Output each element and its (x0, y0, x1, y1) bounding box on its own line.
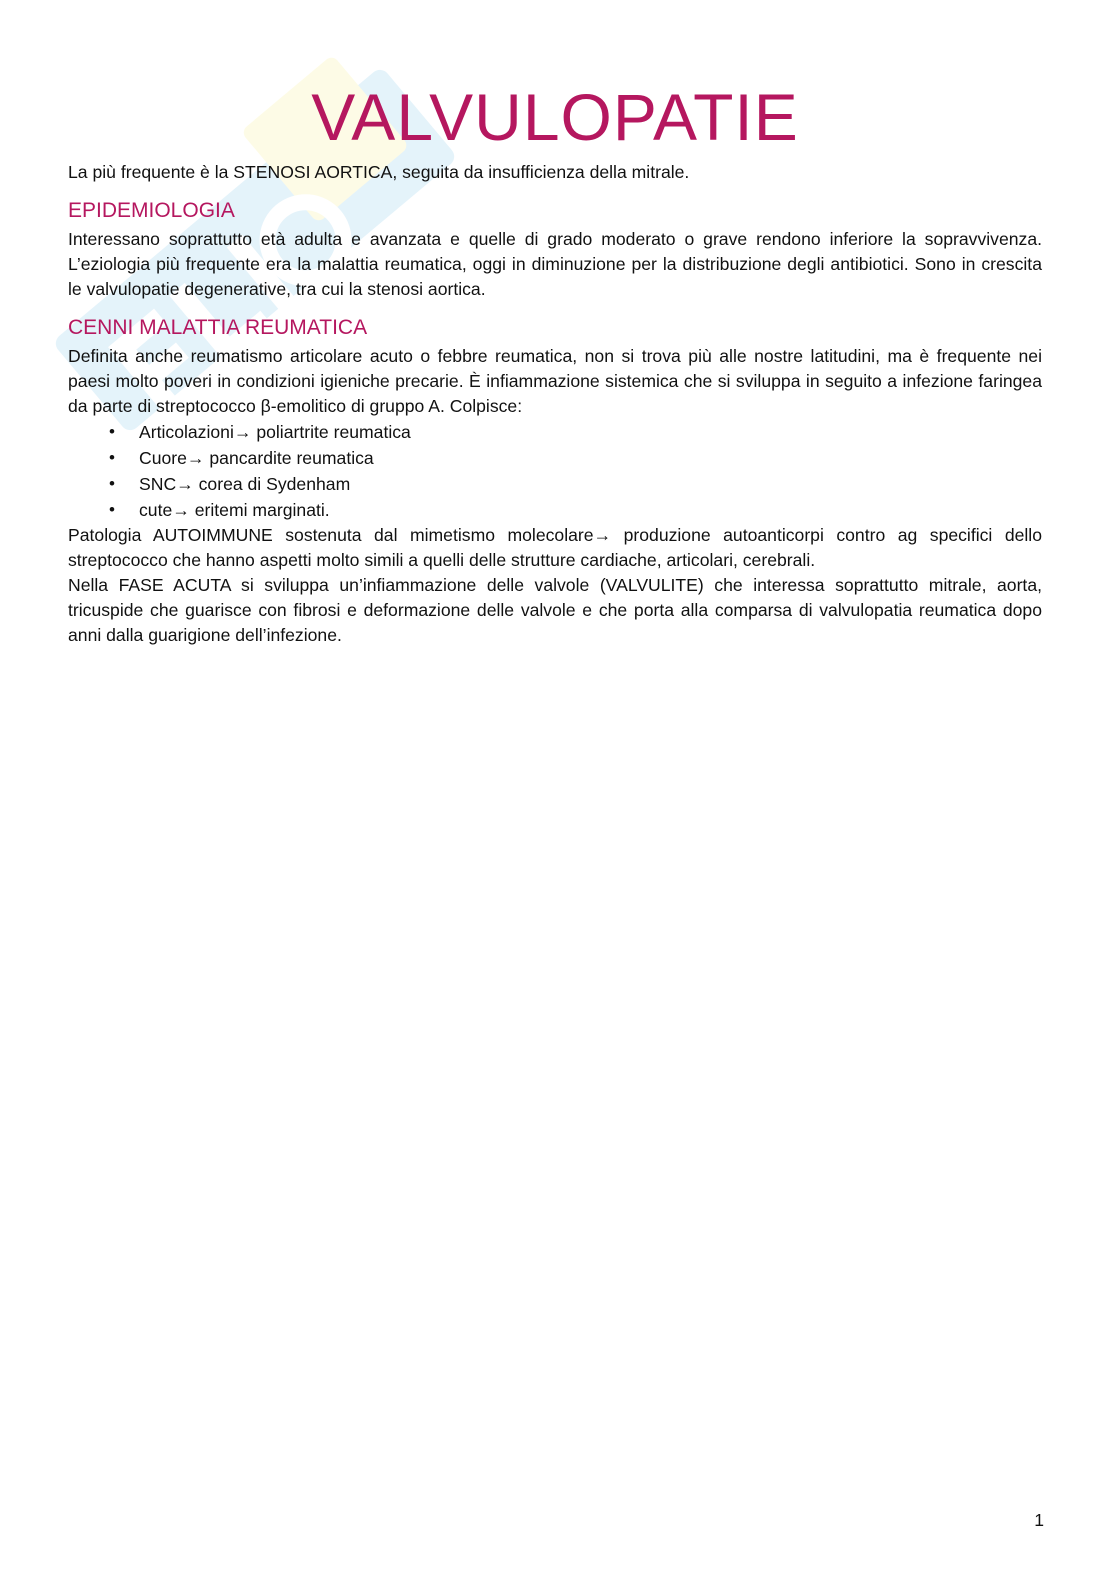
intro-paragraph: La più frequente è la STENOSI AORTICA, seguita da insufficienza della mitrale. (68, 162, 690, 182)
document-page (68, 0, 1042, 648)
list-item (68, 445, 1042, 471)
section-paragraph-epidemiologia: Interessano soprattutto età adulta e avanzata e quelle di grado moderato o grave rendono inferiore la sopravvivenza. L’eziologia più frequente era la malattia reumatica, oggi in diminuzione per la distribuzione degli antibiotici. Sono in crescita le valvulopatie degenerative, tra cui la stenosi aortica. (68, 229, 1042, 299)
page-title: VALVULOPATIE (311, 80, 799, 154)
section-heading-epidemiologia: EPIDEMIOLOGIA (68, 199, 235, 222)
list-item-text: SNC→ corea di Sydenham (139, 474, 351, 494)
list-item (68, 471, 1042, 497)
list-item-text: cute→ eritemi marginati. (139, 500, 330, 520)
list-item (68, 497, 1042, 523)
list-item (68, 419, 1042, 445)
bullet-icon: • (109, 474, 115, 493)
section-paragraph-fase-acuta: Nella FASE ACUTA si sviluppa un’infiammazione delle valvole (VALVULITE) che interessa soprattutto mitrale, aorta, tricuspide che guarisce con fibrosi e deformazione delle valvole e che porta alla comparsa di valvulopatia reumatica dopo anni dalla guarigione dell’infezione. (68, 575, 1042, 645)
bullet-list (68, 419, 1042, 523)
bullet-icon: • (109, 448, 115, 467)
list-item-text: Cuore→ pancardite reumatica (139, 448, 374, 468)
page-number: 1 (1034, 1510, 1044, 1530)
section-paragraph-autoimmune: Patologia AUTOIMMUNE sostenuta dal mimetismo molecolare→ produzione autoanticorpi contro ag specifici dello streptococco che hanno aspetti molto simili a quelli delle strutture cardiache, articolari, cerebrali. (68, 525, 1042, 570)
section-paragraph-malattia-reumatica: Definita anche reumatismo articolare acuto o febbre reumatica, non si trova più alle nostre latitudini, ma è frequente nei paesi molto poveri in condizioni igieniche precarie. È infiammazione sistemica che si sviluppa in seguito a infezione faringea da parte di streptococco β-emolitico di gruppo A. Colpisce: (68, 346, 1042, 416)
bullet-icon: • (109, 422, 115, 441)
bullet-icon: • (109, 500, 115, 519)
section-heading-malattia-reumatica: CENNI MALATTIA REUMATICA (68, 316, 368, 339)
list-item-text: Articolazioni→ poliartrite reumatica (139, 422, 411, 442)
